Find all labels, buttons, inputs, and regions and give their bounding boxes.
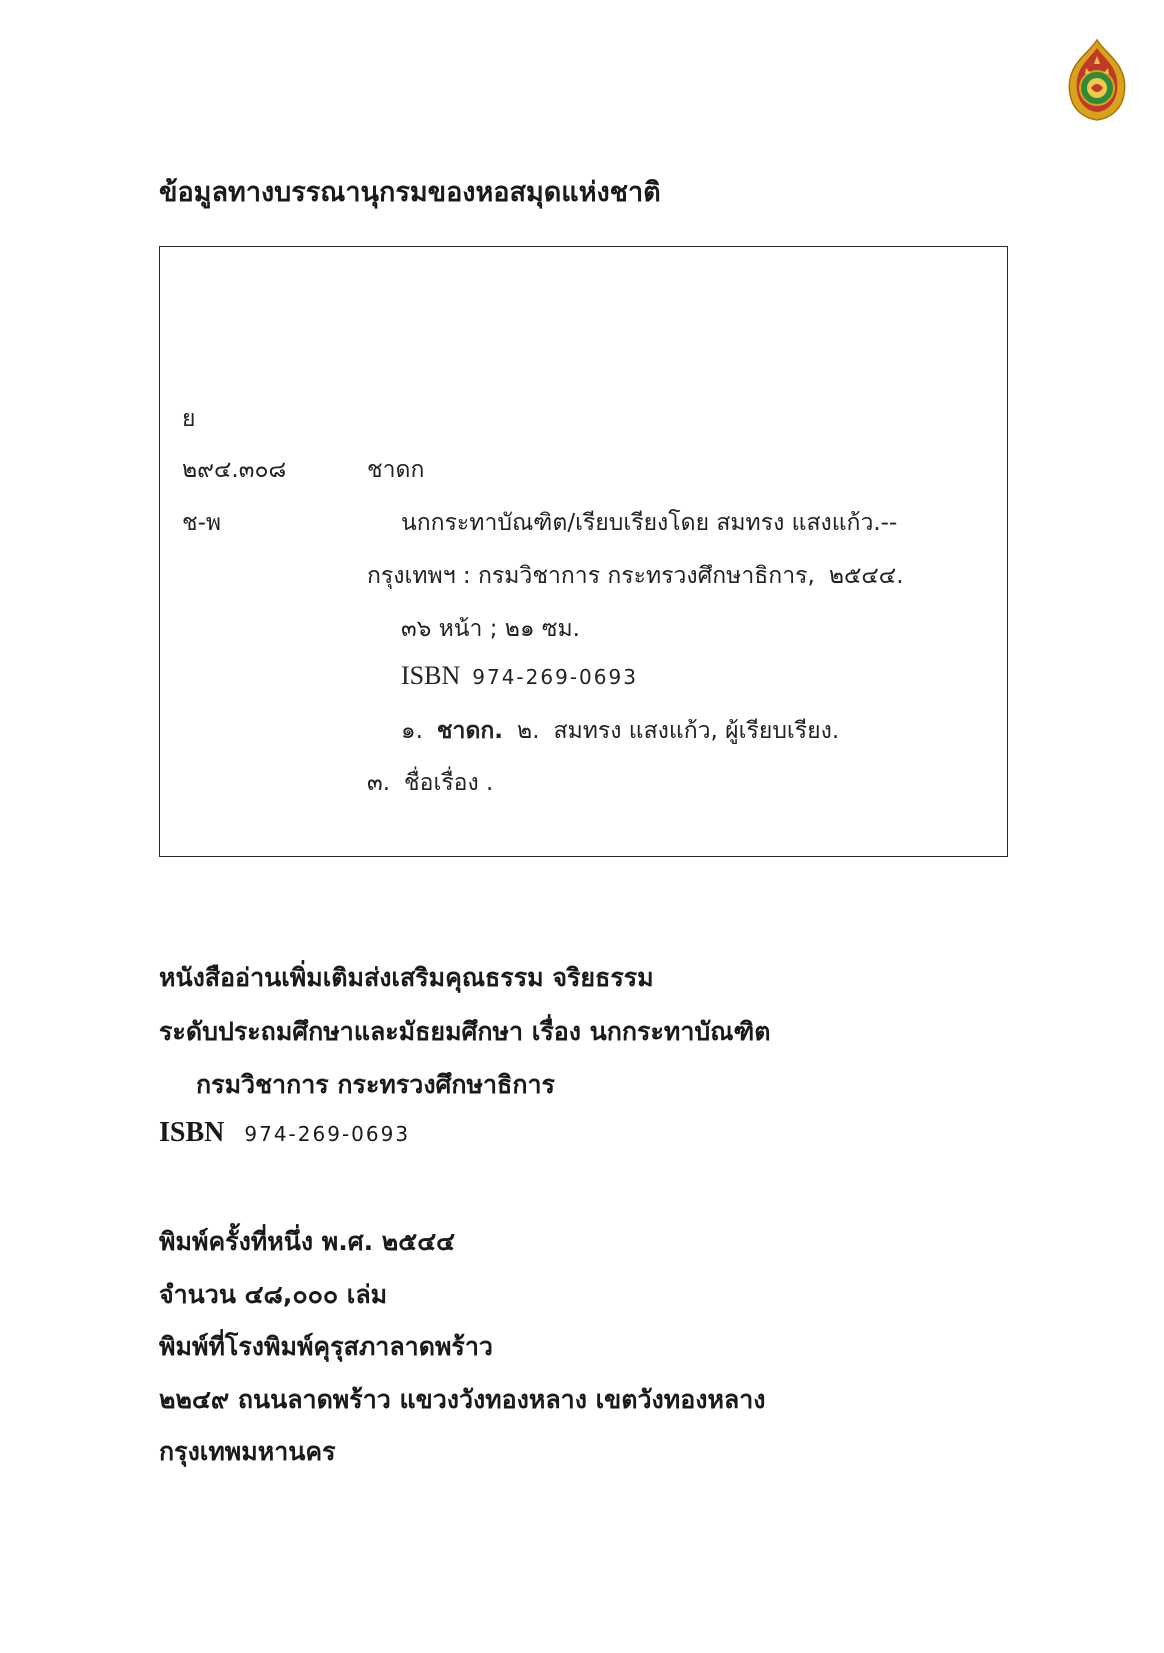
printing-copies: จำนวน ๔๘,๐๐๐ เล่ม — [159, 1280, 388, 1309]
printing-address: ๒๒๔๙ ถนนลาดพร้าว แขวงวังทองหลาง เขตวังทองหลาง — [159, 1385, 766, 1414]
printing-city: กรุงเทพมหานคร — [159, 1437, 336, 1466]
tracing-author: สมทรง แสงแก้ว, ผู้เรียบเรียง. — [553, 718, 840, 744]
publication-place-publisher: กรุงเทพฯ : กรมวิชาการ กระทรวงศึกษาธิการ, — [367, 563, 815, 589]
book-isbn-label: ISBN — [159, 1117, 225, 1148]
cip-isbn-number: 974-269-0693 — [472, 665, 638, 689]
printing-printer: พิมพ์ที่โรงพิมพ์คุรุสภาลาดพร้าว — [159, 1332, 493, 1361]
book-title-line-1: หนังสืออ่านเพิ่มเติมส่งเสริมคุณธรรม จริยธรรม — [159, 963, 654, 992]
tracing-number-1: ๑. — [401, 718, 423, 744]
call-number-line-3: ช-พ — [182, 510, 222, 536]
cip-card — [159, 246, 1008, 857]
cip-isbn — [401, 661, 638, 691]
printing-edition: พิมพ์ครั้งที่หนึ่ง พ.ศ. ๒๕๔๔ — [159, 1227, 456, 1256]
book-isbn — [159, 1117, 410, 1149]
title-statement: นกกระทาบัณฑิต/เรียบเรียงโดย สมทรง แสงแก้ว.-- — [401, 510, 898, 536]
subject-heading: ชาดก — [367, 457, 425, 483]
publication-year: ๒๕๔๔. — [828, 563, 904, 589]
tracings-line-2 — [367, 765, 493, 801]
tracings-line-1 — [401, 713, 839, 749]
cip-heading: ข้อมูลทางบรรณานุกรมของหอสมุดแห่งชาติ — [159, 177, 661, 208]
tracing-subject: ชาดก. — [436, 718, 504, 744]
publication-line — [367, 558, 904, 594]
tracing-number-3: ๓. — [367, 770, 391, 796]
physical-description: ๓๖ หน้า ; ๒๑ ซม. — [401, 616, 580, 642]
ministry-of-education-emblem-icon — [1066, 38, 1128, 122]
call-number-line-1: ย — [182, 406, 196, 432]
call-number-line-2: ๒๙๔.๓๐๘ — [182, 457, 287, 483]
tracing-title: ชื่อเรื่อง . — [404, 770, 494, 796]
tracing-number-2: ๒. — [517, 718, 540, 744]
book-publisher: กรมวิชาการ กระทรวงศึกษาธิการ — [196, 1070, 555, 1099]
book-isbn-number: 974-269-0693 — [244, 1122, 411, 1146]
cip-isbn-label: ISBN — [401, 661, 461, 690]
book-title-line-2: ระดับประถมศึกษาและมัธยมศึกษา เรื่อง นกกระทาบัณฑิต — [159, 1017, 771, 1046]
